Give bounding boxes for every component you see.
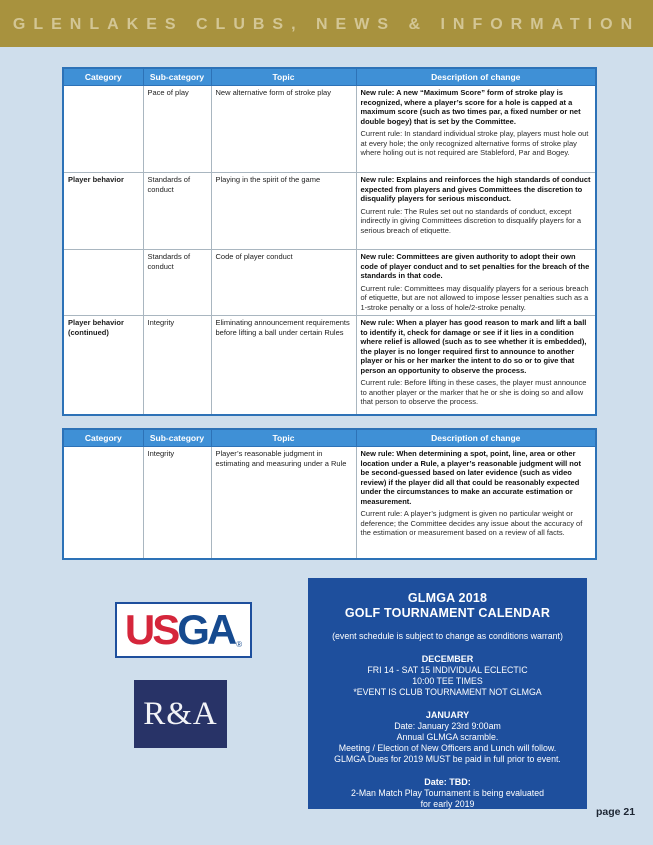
calendar-line: FRI 14 - SAT 15 INDIVIDUAL ECLECTIC — [367, 665, 528, 675]
table-row — [63, 316, 596, 415]
cell-topic: New alternative form of stroke play — [211, 86, 356, 173]
rules-table-1 — [62, 67, 597, 416]
calendar-line: Meeting / Election of New Officers and Lunch will follow. — [338, 743, 557, 753]
column-header-subcategory: Sub-category — [143, 68, 211, 86]
current-rule-text: Current rule: The Rules set out no standards of conduct, except indirectly in giving Committees discretion to disqualify players for a serious breach of etiquette. — [360, 206, 582, 235]
calendar-line: 10:00 TEE TIMES — [412, 676, 483, 686]
page-title: GLENLAKES CLUBS, NEWS & INFORMATION — [12, 16, 641, 33]
new-rule-text: New rule: Committees are given authority to adopt their own code of player conduct and to set penalties for the breach of the standards in that code. — [360, 252, 590, 281]
cell-description — [356, 250, 596, 316]
registered-trademark-icon: ® — [236, 640, 243, 649]
page-number: page 21 — [596, 806, 636, 818]
cell-category: Player behavior — [63, 173, 143, 250]
calendar-line: for early 2019 — [420, 799, 475, 809]
calendar-title-line2: GOLF TOURNAMENT CALENDAR — [344, 606, 551, 620]
cell-subcategory: Integrity — [143, 316, 211, 415]
cell-topic: Eliminating announcement requirements before lifting a ball under certain Rules — [211, 316, 356, 415]
table-row — [63, 86, 596, 173]
column-header-category: Category — [63, 429, 143, 447]
calendar-title-line1: GLMGA 2018 — [407, 591, 488, 605]
tournament-calendar-box — [308, 578, 587, 809]
new-rule-text: New rule: Explains and reinforces the high standards of conduct expected from players and gives Committees the discretion to disqualify players for serious misconduct. — [360, 175, 591, 204]
calendar-section-heading: JANUARY — [425, 710, 470, 720]
column-header-description: Description of change — [356, 429, 596, 447]
calendar-line: 2-Man Match Play Tournament is being evaluated — [351, 788, 544, 798]
cell-subcategory: Standards of conduct — [143, 173, 211, 250]
cell-category — [63, 250, 143, 316]
column-header-subcategory: Sub-category — [143, 429, 211, 447]
calendar-section-heading: DECEMBER — [421, 654, 474, 664]
rules-table-2 — [62, 428, 597, 560]
randa-logo-text: R&A — [143, 695, 218, 732]
column-header-topic: Topic — [211, 429, 356, 447]
usga-logo-text — [124, 606, 235, 653]
randa-logo — [134, 680, 227, 748]
usga-logo — [115, 602, 252, 658]
calendar-line: Date: January 23rd 9:00am — [394, 721, 501, 731]
cell-subcategory: Pace of play — [143, 86, 211, 173]
table-row — [63, 447, 596, 559]
new-rule-text: New rule: When a player has good reason to mark and lift a ball to identify it, check for damage or see if it lies in a condition where relief is allowed (such as to see whether it is embedded), the player is no longer required first to announce to another player or his or her marker the intent to do so or to give that person an opportunity to observe the process. — [360, 318, 587, 375]
calendar-section-heading: Date: TBD: — [424, 777, 471, 787]
current-rule-text: Current rule: Committees may disqualify players for a serious breach of etiquette, but are not allowed to impose lesser penalties such as a 1-stroke penalty or a loss of hole/2-stroke penalty. — [360, 283, 589, 312]
current-rule-text: Current rule: In standard individual stroke play, players must hole out at every hole; the only recognized alternative forms of stroke play where holing out is not required are Stableford, Par and Bogey. — [360, 129, 589, 158]
cell-description — [356, 86, 596, 173]
cell-subcategory: Standards of conduct — [143, 250, 211, 316]
cell-category: Player behavior (continued) — [63, 316, 143, 415]
calendar-subtitle: (event schedule is subject to change as conditions warrant) — [332, 631, 563, 641]
table-header-row — [63, 429, 596, 447]
cell-description — [356, 173, 596, 250]
cell-category — [63, 86, 143, 173]
table-row — [63, 173, 596, 250]
cell-topic: Player’s reasonable judgment in estimating and measuring under a Rule — [211, 447, 356, 559]
cell-description — [356, 447, 596, 559]
calendar-line: *EVENT IS CLUB TOURNAMENT NOT GLMGA — [353, 687, 542, 697]
calendar-section-december — [308, 654, 587, 698]
current-rule-text: Current rule: A player’s judgment is given no particular weight or deference; the Committee decides any issue about the accuracy of the estimation or measurement based on a review of all facts. — [360, 509, 583, 538]
calendar-section-january — [308, 710, 587, 765]
cell-category — [63, 447, 143, 559]
current-rule-text: Current rule: Before lifting in these cases, the player must announce to another player or the marker that he or she is doing so and allow that person to observe the process. — [360, 378, 587, 407]
table-row — [63, 250, 596, 316]
table-header-row — [63, 68, 596, 86]
new-rule-text: New rule: When determining a spot, point, line, area or other location under a Rule, a player’s reasonable judgment will not be second-guessed based on later evidence (such as video review) if the player did all that could be reasonably expected under the circumstances to make an accurate estimation or measurement. — [360, 449, 581, 506]
page-banner — [0, 0, 653, 47]
usga-us-letters: US — [124, 606, 178, 653]
new-rule-text: New rule: A new “Maximum Score” form of stroke play is recognized, where a player’s score for a hole is capped at a maximum score (such as two times par, a fixed number or net double bogey) that is set by the Committee. — [360, 88, 581, 126]
cell-subcategory: Integrity — [143, 447, 211, 559]
column-header-description: Description of change — [356, 68, 596, 86]
usga-ga-letters: GA — [177, 606, 235, 653]
column-header-topic: Topic — [211, 68, 356, 86]
column-header-category: Category — [63, 68, 143, 86]
calendar-line: GLMGA Dues for 2019 MUST be paid in full prior to event. — [334, 754, 561, 764]
calendar-section-tbd — [308, 777, 587, 810]
cell-topic: Code of player conduct — [211, 250, 356, 316]
calendar-line: Annual GLMGA scramble. — [396, 732, 499, 742]
cell-description — [356, 316, 596, 415]
cell-topic: Playing in the spirit of the game — [211, 173, 356, 250]
